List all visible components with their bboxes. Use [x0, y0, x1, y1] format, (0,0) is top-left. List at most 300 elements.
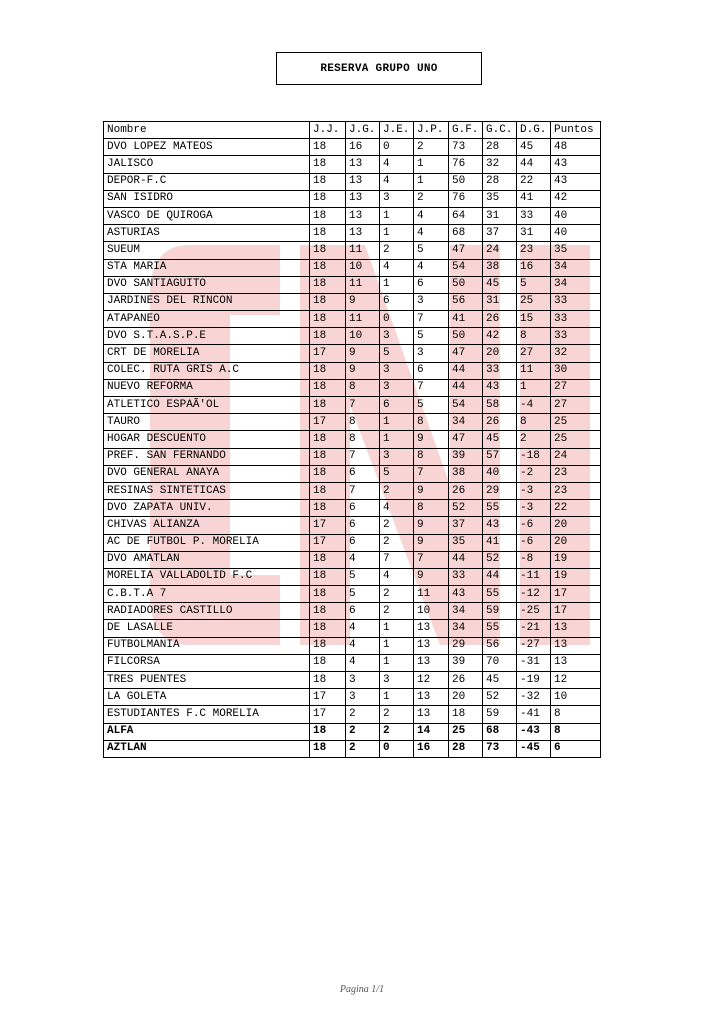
team-name-cell: JALISCO [104, 156, 310, 173]
stat-cell: 7 [414, 465, 449, 482]
stat-cell: 44 [449, 551, 483, 568]
stat-cell: 10 [346, 259, 380, 276]
team-name-cell: DVO AMATLAN [104, 551, 310, 568]
stat-cell: 34 [449, 603, 483, 620]
stat-cell: 1 [380, 276, 414, 293]
stat-cell: -3 [517, 482, 551, 499]
stat-cell: 37 [449, 517, 483, 534]
table-body [104, 139, 601, 758]
column-header: Puntos [551, 122, 601, 139]
table-row [104, 551, 601, 568]
stat-cell: 9 [346, 293, 380, 310]
stat-cell: 41 [483, 534, 517, 551]
stat-cell: 24 [551, 448, 601, 465]
stat-cell: 18 [310, 242, 346, 259]
stat-cell: 1 [380, 689, 414, 706]
stat-cell: 8 [517, 414, 551, 431]
stat-cell: 3 [380, 190, 414, 207]
stat-cell: 26 [483, 311, 517, 328]
stat-cell: 8 [517, 328, 551, 345]
stat-cell: 11 [517, 362, 551, 379]
stat-cell: 76 [449, 190, 483, 207]
stat-cell: 43 [483, 517, 517, 534]
table-row [104, 500, 601, 517]
stat-cell: 22 [551, 500, 601, 517]
table-row [104, 706, 601, 723]
stat-cell: 44 [517, 156, 551, 173]
stat-cell: 1 [517, 379, 551, 396]
table-row [104, 672, 601, 689]
stat-cell: 44 [449, 362, 483, 379]
column-header: G.C. [483, 122, 517, 139]
stat-cell: 31 [483, 207, 517, 224]
stat-cell: 18 [310, 397, 346, 414]
stat-cell: 1 [414, 173, 449, 190]
table-row [104, 414, 601, 431]
stat-cell: 47 [449, 345, 483, 362]
stat-cell: 18 [310, 311, 346, 328]
stat-cell: 47 [449, 242, 483, 259]
stat-cell: 48 [551, 139, 601, 156]
stat-cell: 5 [346, 586, 380, 603]
stat-cell: 4 [380, 173, 414, 190]
stat-cell: 1 [380, 637, 414, 654]
stat-cell: 18 [310, 637, 346, 654]
stat-cell: 40 [551, 207, 601, 224]
stat-cell: 17 [310, 414, 346, 431]
stat-cell: 23 [551, 482, 601, 499]
stat-cell: 55 [483, 500, 517, 517]
stat-cell: -27 [517, 637, 551, 654]
stat-cell: 59 [483, 603, 517, 620]
column-header: J.P. [414, 122, 449, 139]
team-name-cell: HOGAR DESCUENTO [104, 431, 310, 448]
stat-cell: 7 [414, 379, 449, 396]
stat-cell: 13 [346, 190, 380, 207]
stat-cell: 44 [483, 568, 517, 585]
stat-cell: -41 [517, 706, 551, 723]
stat-cell: 5 [414, 397, 449, 414]
stat-cell: 0 [380, 139, 414, 156]
table-row [104, 465, 601, 482]
standings-table [103, 121, 601, 758]
stat-cell: 40 [483, 465, 517, 482]
stat-cell: 2 [380, 242, 414, 259]
stat-cell: 12 [414, 672, 449, 689]
stat-cell: 8 [346, 414, 380, 431]
stat-cell: 17 [551, 603, 601, 620]
stat-cell: 31 [483, 293, 517, 310]
stat-cell: 3 [414, 345, 449, 362]
stat-cell: 13 [414, 637, 449, 654]
team-name-cell: DEPOR-F.C [104, 173, 310, 190]
team-name-cell: DE LASALLE [104, 620, 310, 637]
stat-cell: 1 [380, 620, 414, 637]
stat-cell: 6 [414, 276, 449, 293]
stat-cell: 13 [346, 156, 380, 173]
stat-cell: 32 [483, 156, 517, 173]
stat-cell: 17 [551, 586, 601, 603]
stat-cell: 45 [483, 672, 517, 689]
stat-cell: 2 [346, 723, 380, 740]
stat-cell: 34 [449, 414, 483, 431]
stat-cell: 25 [551, 431, 601, 448]
table-row [104, 207, 601, 224]
stat-cell: 38 [449, 465, 483, 482]
stat-cell: 50 [449, 276, 483, 293]
stat-cell: 3 [380, 362, 414, 379]
stat-cell: 11 [346, 242, 380, 259]
stat-cell: 54 [449, 259, 483, 276]
stat-cell: 18 [310, 723, 346, 740]
stat-cell: 2 [414, 139, 449, 156]
stat-cell: 19 [551, 551, 601, 568]
stat-cell: 4 [380, 568, 414, 585]
stat-cell: 1 [414, 156, 449, 173]
stat-cell: 44 [449, 379, 483, 396]
stat-cell: -12 [517, 586, 551, 603]
stat-cell: 10 [346, 328, 380, 345]
stat-cell: 64 [449, 207, 483, 224]
stat-cell: 6 [346, 534, 380, 551]
table-row [104, 534, 601, 551]
stat-cell: 50 [449, 328, 483, 345]
stat-cell: 18 [310, 362, 346, 379]
stat-cell: 8 [346, 379, 380, 396]
team-name-cell: ALFA [104, 723, 310, 740]
stat-cell: 4 [346, 620, 380, 637]
table-row [104, 723, 601, 740]
stat-cell: 3 [380, 328, 414, 345]
team-name-cell: RADIADORES CASTILLO [104, 603, 310, 620]
team-name-cell: VASCO DE QUIROGA [104, 207, 310, 224]
stat-cell: 5 [414, 242, 449, 259]
stat-cell: -11 [517, 568, 551, 585]
stat-cell: 34 [449, 620, 483, 637]
stat-cell: 33 [551, 328, 601, 345]
stat-cell: 26 [483, 414, 517, 431]
stat-cell: 3 [380, 672, 414, 689]
stat-cell: 24 [483, 242, 517, 259]
stat-cell: 9 [414, 517, 449, 534]
stat-cell: 23 [551, 465, 601, 482]
table-row [104, 173, 601, 190]
stat-cell: 1 [380, 431, 414, 448]
stat-cell: 26 [449, 672, 483, 689]
team-name-cell: MORELIA VALLADOLID F.C [104, 568, 310, 585]
team-name-cell: TRES PUENTES [104, 672, 310, 689]
stat-cell: 43 [483, 379, 517, 396]
stat-cell: 76 [449, 156, 483, 173]
stat-cell: 56 [449, 293, 483, 310]
stat-cell: 7 [346, 482, 380, 499]
stat-cell: 5 [380, 465, 414, 482]
stat-cell: 55 [483, 586, 517, 603]
team-name-cell: DVO ZAPATA UNIV. [104, 500, 310, 517]
stat-cell: 4 [346, 637, 380, 654]
stat-cell: 2 [346, 740, 380, 757]
stat-cell: 3 [380, 379, 414, 396]
stat-cell: 68 [483, 723, 517, 740]
team-name-cell: LA GOLETA [104, 689, 310, 706]
stat-cell: 13 [551, 654, 601, 671]
column-header: J.J. [310, 122, 346, 139]
team-name-cell: FILCORSA [104, 654, 310, 671]
stat-cell: 7 [346, 397, 380, 414]
stat-cell: 18 [310, 173, 346, 190]
column-header: Nombre [104, 122, 310, 139]
stat-cell: 47 [449, 431, 483, 448]
stat-cell: 25 [517, 293, 551, 310]
stat-cell: 43 [551, 156, 601, 173]
stat-cell: 2 [380, 603, 414, 620]
stat-cell: 11 [414, 586, 449, 603]
stat-cell: 34 [551, 259, 601, 276]
stat-cell: 13 [346, 173, 380, 190]
stat-cell: 13 [346, 207, 380, 224]
team-name-cell: RESINAS SINTETICAS [104, 482, 310, 499]
stat-cell: 73 [449, 139, 483, 156]
stat-cell: -45 [517, 740, 551, 757]
stat-cell: 7 [380, 551, 414, 568]
table-row [104, 397, 601, 414]
stat-cell: 5 [517, 276, 551, 293]
stat-cell: 29 [483, 482, 517, 499]
stat-cell: 52 [449, 500, 483, 517]
stat-cell: 59 [483, 706, 517, 723]
stat-cell: 6 [414, 362, 449, 379]
stat-cell: 18 [310, 190, 346, 207]
table-row [104, 482, 601, 499]
stat-cell: 20 [483, 345, 517, 362]
stat-cell: -3 [517, 500, 551, 517]
stat-cell: 27 [551, 379, 601, 396]
stat-cell: 13 [551, 637, 601, 654]
stat-cell: 4 [380, 156, 414, 173]
stat-cell: 40 [551, 225, 601, 242]
stat-cell: 8 [414, 448, 449, 465]
stat-cell: 28 [483, 139, 517, 156]
stat-cell: 33 [483, 362, 517, 379]
stat-cell: 73 [483, 740, 517, 757]
stat-cell: 9 [346, 362, 380, 379]
table-row [104, 740, 601, 757]
stat-cell: 6 [346, 500, 380, 517]
stat-cell: 2 [380, 706, 414, 723]
page-number: Pagina 1/1 [339, 984, 385, 995]
stat-cell: 13 [414, 654, 449, 671]
stat-cell: 4 [346, 551, 380, 568]
stat-cell: 8 [551, 723, 601, 740]
stat-cell: 4 [414, 225, 449, 242]
table-row [104, 242, 601, 259]
stat-cell: 8 [414, 500, 449, 517]
stat-cell: 18 [310, 586, 346, 603]
team-name-cell: FUTBOLMANIA [104, 637, 310, 654]
stat-cell: 31 [517, 225, 551, 242]
stat-cell: 1 [380, 225, 414, 242]
stat-cell: 1 [380, 414, 414, 431]
stat-cell: 35 [483, 190, 517, 207]
team-name-cell: ATAPANEO [104, 311, 310, 328]
stat-cell: 9 [414, 431, 449, 448]
stat-cell: 18 [310, 620, 346, 637]
stat-cell: 7 [414, 311, 449, 328]
stat-cell: 6 [346, 603, 380, 620]
stat-cell: 18 [449, 706, 483, 723]
team-name-cell: DVO GENERAL ANAYA [104, 465, 310, 482]
stat-cell: 42 [483, 328, 517, 345]
table-row [104, 225, 601, 242]
stat-cell: 18 [310, 259, 346, 276]
stat-cell: 25 [551, 414, 601, 431]
stat-cell: 3 [346, 689, 380, 706]
stat-cell: 2 [380, 517, 414, 534]
stat-cell: 20 [551, 534, 601, 551]
stat-cell: 8 [414, 414, 449, 431]
stat-cell: -32 [517, 689, 551, 706]
stat-cell: -2 [517, 465, 551, 482]
stat-cell: -43 [517, 723, 551, 740]
stat-cell: 18 [310, 568, 346, 585]
stat-cell: 70 [483, 654, 517, 671]
stat-cell: 18 [310, 465, 346, 482]
stat-cell: 18 [310, 551, 346, 568]
stat-cell: 1 [380, 654, 414, 671]
stat-cell: 50 [449, 173, 483, 190]
table-header-row [104, 122, 601, 139]
table-row [104, 448, 601, 465]
team-name-cell: C.B.T.A 7 [104, 586, 310, 603]
stat-cell: 23 [517, 242, 551, 259]
stat-cell: 4 [414, 259, 449, 276]
stat-cell: -4 [517, 397, 551, 414]
stat-cell: 4 [380, 259, 414, 276]
stat-cell: 3 [414, 293, 449, 310]
stat-cell: 7 [414, 551, 449, 568]
stat-cell: 8 [346, 431, 380, 448]
stat-cell: 20 [551, 517, 601, 534]
stat-cell: 8 [551, 706, 601, 723]
stat-cell: 41 [449, 311, 483, 328]
team-name-cell: AC DE FUTBOL P. MORELIA [104, 534, 310, 551]
team-name-cell: SUEUM [104, 242, 310, 259]
stat-cell: 2 [346, 706, 380, 723]
stat-cell: 4 [380, 500, 414, 517]
column-header: D.G. [517, 122, 551, 139]
stat-cell: 43 [551, 173, 601, 190]
table-row [104, 328, 601, 345]
stat-cell: 68 [449, 225, 483, 242]
stat-cell: -18 [517, 448, 551, 465]
table-row [104, 568, 601, 585]
page-title: RESERVA GRUPO UNO [276, 52, 482, 85]
team-name-cell: STA MARIA [104, 259, 310, 276]
stat-cell: 9 [414, 568, 449, 585]
stat-cell: 52 [483, 689, 517, 706]
team-name-cell: COLEC. RUTA GRIS A.C [104, 362, 310, 379]
team-name-cell: NUEVO REFORMA [104, 379, 310, 396]
team-name-cell: ATLETICO ESPAÃ'OL [104, 397, 310, 414]
stat-cell: 2 [380, 534, 414, 551]
stat-cell: 38 [483, 259, 517, 276]
stat-cell: 13 [414, 620, 449, 637]
stat-cell: 16 [517, 259, 551, 276]
stat-cell: 3 [346, 672, 380, 689]
table-row [104, 311, 601, 328]
stat-cell: -6 [517, 517, 551, 534]
stat-cell: 29 [449, 637, 483, 654]
table-row [104, 603, 601, 620]
stat-cell: 1 [380, 207, 414, 224]
stat-cell: 18 [310, 603, 346, 620]
stat-cell: 18 [310, 500, 346, 517]
table-row [104, 190, 601, 207]
stat-cell: 28 [449, 740, 483, 757]
stat-cell: 33 [517, 207, 551, 224]
table-row [104, 156, 601, 173]
stat-cell: 35 [449, 534, 483, 551]
team-name-cell: SAN ISIDRO [104, 190, 310, 207]
stat-cell: 18 [310, 379, 346, 396]
stat-cell: 7 [346, 448, 380, 465]
stat-cell: 18 [310, 156, 346, 173]
stat-cell: 37 [483, 225, 517, 242]
stat-cell: 4 [414, 207, 449, 224]
stat-cell: 13 [414, 706, 449, 723]
stat-cell: 13 [414, 689, 449, 706]
stat-cell: 41 [517, 190, 551, 207]
stat-cell: 2 [517, 431, 551, 448]
stat-cell: 45 [483, 276, 517, 293]
table-row [104, 293, 601, 310]
stat-cell: 9 [346, 345, 380, 362]
table-row [104, 620, 601, 637]
table-row [104, 637, 601, 654]
stat-cell: 18 [310, 740, 346, 757]
stat-cell: 5 [346, 568, 380, 585]
table-row [104, 517, 601, 534]
stat-cell: 9 [414, 482, 449, 499]
stat-cell: 22 [517, 173, 551, 190]
stat-cell: 39 [449, 448, 483, 465]
stat-cell: 45 [517, 139, 551, 156]
stat-cell: 17 [310, 345, 346, 362]
stat-cell: 2 [380, 586, 414, 603]
stat-cell: -21 [517, 620, 551, 637]
stat-cell: 6 [380, 293, 414, 310]
stat-cell: 14 [414, 723, 449, 740]
table-row [104, 689, 601, 706]
stat-cell: 5 [414, 328, 449, 345]
stat-cell: 17 [310, 534, 346, 551]
team-name-cell: ESTUDIANTES F.C MORELIA [104, 706, 310, 723]
stat-cell: 18 [310, 431, 346, 448]
stat-cell: 3 [380, 448, 414, 465]
stat-cell: 17 [310, 517, 346, 534]
stat-cell: 28 [483, 173, 517, 190]
stat-cell: 18 [310, 672, 346, 689]
stat-cell: 18 [310, 482, 346, 499]
stat-cell: 6 [551, 740, 601, 757]
stat-cell: 13 [551, 620, 601, 637]
stat-cell: 12 [551, 672, 601, 689]
stat-cell: 42 [551, 190, 601, 207]
stat-cell: 0 [380, 311, 414, 328]
stat-cell: 10 [414, 603, 449, 620]
stat-cell: 13 [346, 225, 380, 242]
stat-cell: 4 [346, 654, 380, 671]
